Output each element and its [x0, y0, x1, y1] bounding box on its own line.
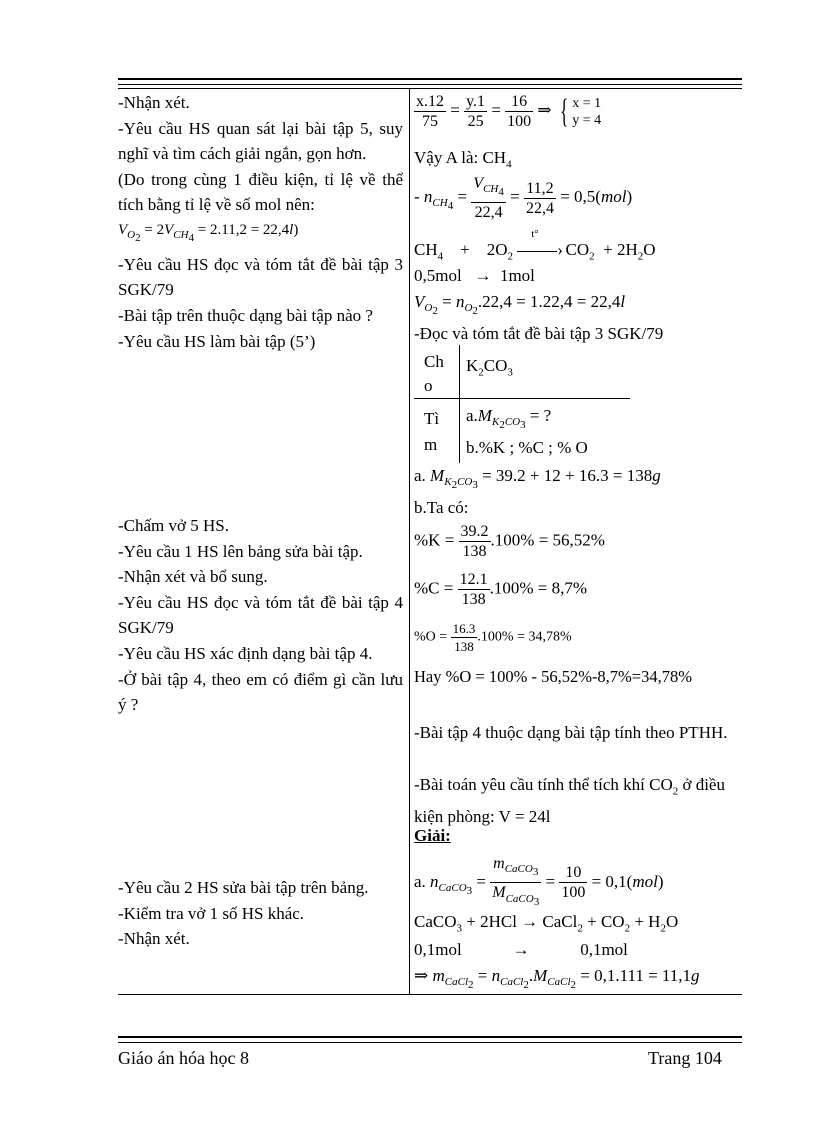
given-label: Ch o — [424, 352, 444, 395]
left-line: -Chấm vở 5 HS. — [118, 516, 229, 535]
find-label: Tì m — [424, 409, 440, 454]
table-bottom-border — [118, 994, 742, 995]
left-line: -Ở bài tập 4, theo em có điểm gì cần lưu ý ? — [118, 669, 403, 715]
left-line: -Yêu cầu 2 HS sửa bài tập trên bảng. — [118, 878, 369, 897]
find-a: $a.M_{K_2CO_3}$ = ? — [466, 406, 552, 432]
left-line: -Yêu cầu HS làm bài tập (5’) — [118, 331, 316, 351]
ratio-equation: $\frac{x.12}{75}$ = $\frac{y.1}{25}$ = $\frac{16}{100}$ ⇒ { x = 1 y = 4 — [416, 92, 602, 130]
summary-table-divider — [459, 345, 460, 463]
b-intro: b.Ta có: — [414, 498, 469, 517]
left-line: -Yêu cầu HS đọc và tóm tắt đề bài tập 4 SGK/79 — [118, 592, 403, 638]
left-line: (Do trong cùng 1 điều kiện, tỉ lệ về thể tích bằng tỉ lệ về số mol nên: — [118, 169, 403, 215]
footer-rule — [118, 1036, 742, 1038]
exercise-4-requirement: -Bài toán yêu cầu tính thể tích khí $CO_2$ ở điều kiện phòng: V = 24l — [414, 775, 725, 827]
top-rule — [118, 78, 742, 80]
left-line: -Yêu cầu HS đọc và tóm tắt đề bài tập 3 SGK/79 — [118, 254, 403, 300]
summary-table-rule — [414, 398, 630, 399]
molar-mass-equation: a. $M_{K_2CO_3} = 39.2 + 12 + 16.3 = 138g$ — [414, 466, 661, 492]
page-number: Trang 104 — [648, 1048, 722, 1068]
left-line: -Yêu cầu 1 HS lên bảng sửa bài tập. — [118, 541, 363, 561]
reaction-2: CaCO$_3$ + 2HCl → CaCl$_2$ + $CO_2 + H_2O$ — [414, 912, 679, 935]
mol-caco3-equation: a. $n_{CaCO_3}$ = $\frac{m_{CaCO_3}}{M_{CaCO_3}}$ = $\frac{10}{100}$ = 0,1(mol) — [414, 855, 664, 908]
left-column-bottom — [118, 875, 403, 952]
reaction-1: $CH_4$ + $2O_2$ t° › $CO_2 + 2H_2O$ — [414, 228, 656, 263]
footer-rule-inner — [118, 1042, 742, 1043]
conclusion-line: Vậy A là: $CH_4$ — [414, 148, 512, 171]
mol-line-1: 0,5mol → 1mol — [414, 266, 535, 285]
left-column-mid — [118, 513, 403, 718]
vol-o2-equation: $V_{O_2} = n_{O_2}.22,4 = 1.22,4 = 22,4l$ — [414, 292, 626, 318]
volume-formula: $V_{O_2} = 2V_{CH_4} = 2.11,2 = 22,4l$) — [118, 221, 299, 245]
top-rule-inner — [118, 84, 742, 85]
solution-heading: Giải: — [414, 826, 451, 845]
column-divider — [409, 88, 410, 994]
left-line: -Nhận xét. — [118, 929, 190, 949]
percent-k: %K = $\frac{39.2}{138}$ .100% = 56,52% — [414, 523, 605, 560]
mol-line-2: 0,1mol → 0,1mol — [414, 940, 628, 959]
footer-title: Giáo án hóa học 8 — [118, 1048, 249, 1068]
left-column — [118, 90, 403, 354]
left-line: -Nhận xét và bổ sung. — [118, 567, 268, 587]
given-value: $K_2CO_3$ — [466, 356, 513, 379]
find-b: b.%K ; %C ; % O — [466, 438, 588, 457]
exercise-3-title: -Đọc và tóm tắt đề bài tập 3 SGK/79 — [414, 324, 664, 343]
left-line: -Bài tập trên thuộc dạng bài tập nào ? — [118, 305, 373, 325]
mol-ch4-equation: - $n_{CH_4}$ = $\frac{V_{CH_4}}{22,4}$ = $\frac{11,2}{22,4}$ = 0,5(mol) — [414, 175, 633, 222]
percent-o: %O = $\frac{16.3}{138}$ .100% = 34,78% — [414, 621, 572, 654]
left-line: -Yêu cầu HS quan sát lại bài tập 5, suy nghĩ và tìm cách giải ngắn, gọn hơn. — [118, 118, 403, 164]
percent-c: %C = $\frac{12.1}{138}$ .100% = 8,7% — [414, 571, 588, 608]
table-top-border — [118, 88, 742, 89]
hay-line: Hay %O = 100% - 56,52%-8,7%=34,78% — [414, 667, 692, 686]
left-line: -Yêu cầu HS xác định dạng bài tập 4. — [118, 643, 373, 663]
left-line: -Nhận xét. — [118, 93, 190, 112]
exercise-4-type: -Bài tập 4 thuộc dạng bài tập tính theo PTHH. — [414, 723, 728, 742]
left-line: -Kiểm tra vở 1 số HS khác. — [118, 903, 305, 923]
mass-cacl2-equation: ⇒ $m_{CaCl_2} = n_{CaCl_2}.M_{CaCl_2} = 0,1.111 = 11,1g$ — [414, 966, 700, 992]
